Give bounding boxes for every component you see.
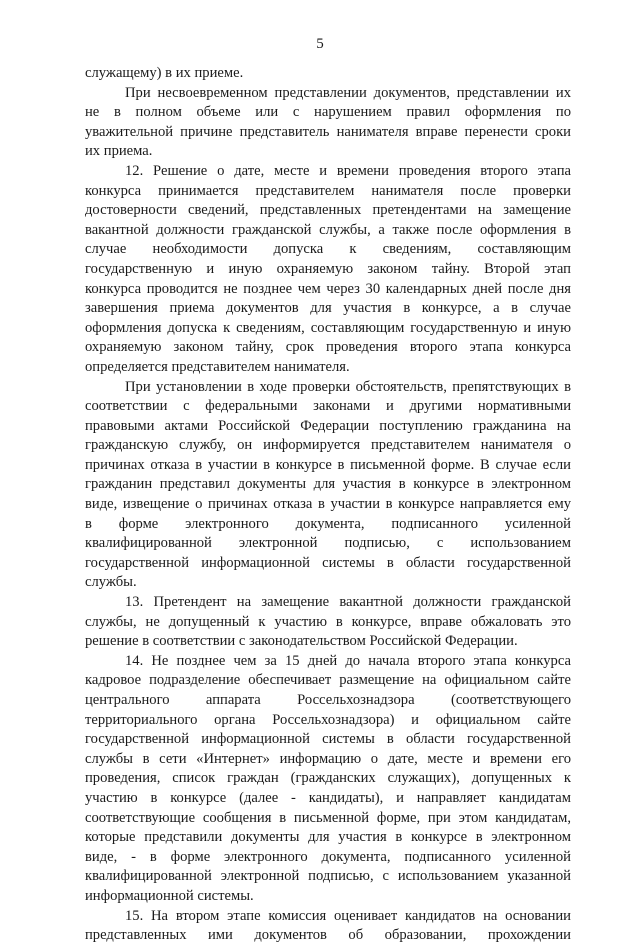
text-line: не в полном объеме или с нарушением правил оформления по (85, 104, 571, 121)
text-line: представленных ими документов об образовании, прохождении (85, 927, 571, 944)
text-line: виде, извещение о причинах отказа в участии в конкурсе направляется ему (85, 496, 571, 513)
text-line: достоверности сведений, представленных претендентами на замещение (85, 202, 571, 219)
text-line: уважительной причине представитель нанимателя вправе перенести сроки (85, 123, 571, 140)
text-line: в форме электронного документа, подписанного усиленной (85, 515, 571, 532)
text-line: службы. (85, 574, 137, 591)
paragraph (85, 652, 571, 907)
text-line: конкурса принимается представителем нанимателя после проверки (85, 182, 571, 199)
text-line: 13. Претендент на замещение вакантной должности гражданской (125, 594, 571, 611)
text-line: государственную и иную охраняемую законом тайну. Второй этап (85, 260, 571, 277)
document-body (85, 64, 571, 946)
text-line: 12. Решение о дате, месте и времени проведения второго этапа (125, 162, 571, 179)
text-line: причинах отказа в участии в конкурсе в письменной форме. В случае если (85, 456, 571, 473)
text-line: 15. На втором этапе комиссия оценивает кандидатов на основании (125, 907, 571, 924)
text-line: гражданин представил документы для участия в конкурсе в электронном (85, 476, 571, 493)
text-line: квалифицированной электронной подписью, с использованием (85, 535, 571, 552)
text-line: вакантной должности гражданской службы, а также после оформления в (85, 221, 571, 238)
text-line: которые представили документы для участия в конкурсе в электронном (85, 829, 571, 846)
paragraph (85, 84, 571, 162)
text-line: квалифицированной электронной подписью, с использованием указанной (85, 868, 571, 885)
text-line: виде, - в форме электронного документа, подписанного усиленной (85, 848, 571, 865)
text-line: правовыми актами Российской Федерации поступлению гражданина на (85, 417, 571, 434)
text-line: При установлении в ходе проверки обстоятельств, препятствующих в (125, 378, 571, 395)
text-line: службы в сети «Интернет» информацию о дате, месте и времени его (85, 750, 571, 767)
text-line: служащему) в их приеме. (85, 65, 244, 81)
text-line: соответствующие сообщения в письменной форме, при этом кандидатам, (85, 809, 571, 826)
text-line: информационной системы. (85, 887, 254, 904)
text-line: кадровое подразделение обеспечивает размещение на официальном сайте (85, 672, 571, 689)
text-line: При несвоевременном представлении документов, представлении их (125, 84, 571, 101)
text-line: оформления допуска к сведениям, составляющим государственную и иную (85, 319, 571, 336)
text-line: службы, не допущенный к участию в конкурсе, вправе обжаловать это (85, 613, 571, 630)
paragraph (85, 593, 571, 652)
text-line: государственной информационной системы в области государственной (85, 554, 571, 571)
text-line: территориального органа Россельхознадзора) и официальном сайте (85, 711, 571, 728)
page-number: 5 (316, 36, 324, 52)
text-line: решение в соответствии с законодательством Российской Федерации. (85, 633, 518, 650)
paragraph (85, 378, 571, 594)
text-line: государственной информационной системы в области государственной (85, 731, 571, 748)
text-line: центрального аппарата Россельхознадзора (соответствующего (85, 692, 571, 708)
text-line: охраняемую законом тайну, срок проведения второго этапа конкурса (85, 339, 571, 356)
text-line: определяется представителем нанимателя. (85, 358, 350, 375)
paragraph (85, 907, 571, 946)
text-line: проведения, список граждан (гражданских служащих), допущенных к (85, 770, 571, 787)
text-line: соответствии с федеральными законами и другими нормативными (85, 398, 571, 415)
text-line: конкурса проводится не позднее чем через 30 календарных дней после дня (85, 280, 571, 297)
text-line: их приема. (85, 143, 153, 160)
text-line: гражданскую службу, он информируется представителем нанимателя о (85, 437, 571, 454)
text-line: случае необходимости допуска к сведениям, составляющим (85, 241, 571, 258)
text-line: участию в конкурсе (далее - кандидаты), и направляет кандидатам (85, 789, 571, 806)
text-line: 14. Не позднее чем за 15 дней до начала второго этапа конкурса (125, 652, 571, 669)
paragraph (85, 162, 571, 378)
text-line: завершения приема документов для участия в конкурсе, а в случае (85, 300, 571, 317)
paragraph (85, 64, 571, 84)
